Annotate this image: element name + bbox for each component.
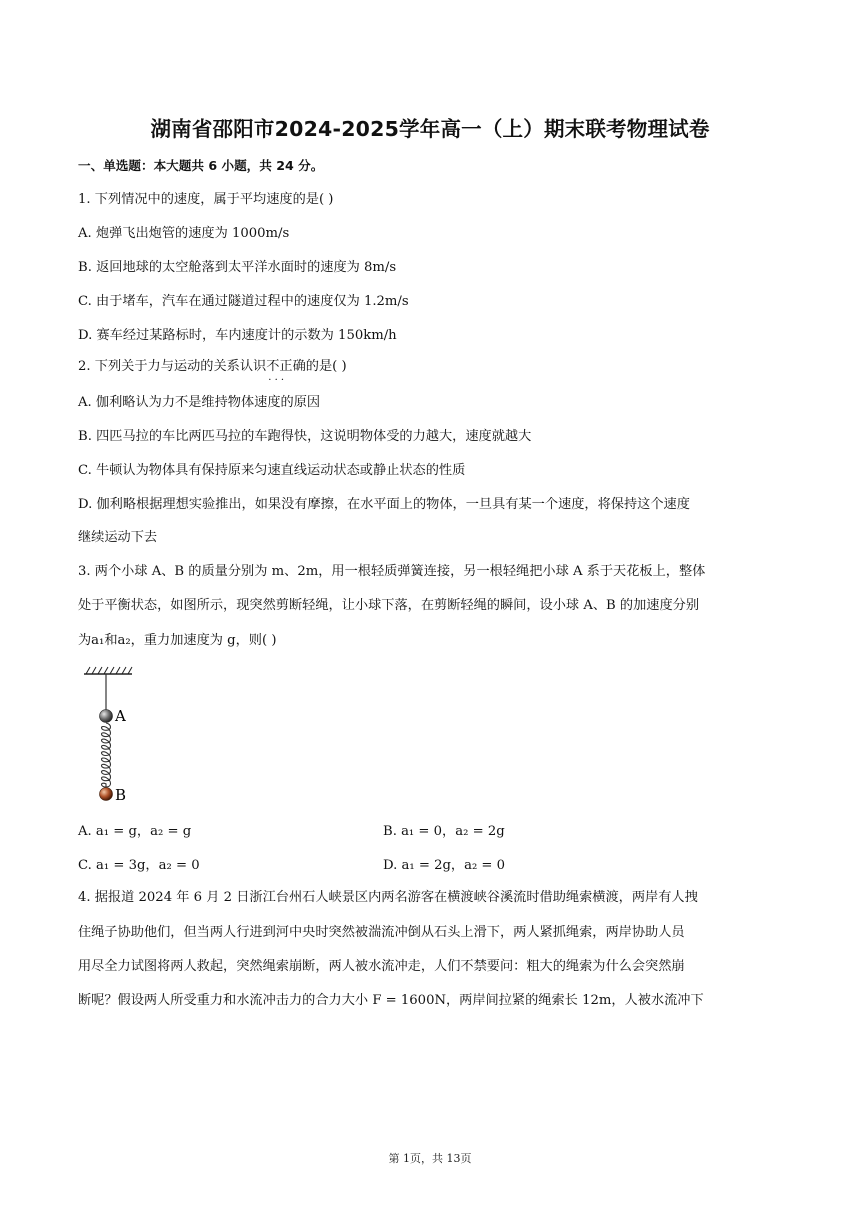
page-title: 湖南省邵阳市2024-2025学年高一（上）期末联考物理试卷 bbox=[150, 117, 710, 141]
ceiling bbox=[84, 667, 132, 674]
ball-b bbox=[100, 788, 113, 801]
q2-option-c: C. 牛顿认为物体具有保持原来匀速直线运动状态或静止状态的性质 bbox=[78, 463, 466, 478]
q1-option-c: C. 由于堵车，汽车在通过隧道过程中的速度仅为 1.2m/s bbox=[78, 294, 409, 309]
q1-option-b: B. 返回地球的太空舱落到太平洋水面时的速度为 8m/s bbox=[78, 260, 397, 275]
q1-stem: 1. 下列情况中的速度，属于平均速度的是( ) bbox=[78, 192, 334, 207]
q4-stem-line2: 住绳子协助他们，但当两人行进到河中央时突然被湍流冲倒从石头上滑下，两人紧抓绳索，两岸协助人员 bbox=[78, 925, 685, 940]
q3-option-c: C. a₁ = 3g，a₂ = 0 bbox=[78, 858, 200, 873]
spring bbox=[102, 723, 111, 787]
q3-option-a: A. a₁ = g，a₂ = g bbox=[78, 824, 192, 839]
q2-stem-suffix: 的是( ) bbox=[305, 359, 347, 374]
ball-b-label: B bbox=[115, 786, 127, 804]
q2-stem bbox=[78, 357, 347, 377]
ball-a-label: A bbox=[115, 707, 126, 725]
q2-option-d-line1: D. 伽利略根据理想实验推出，如果没有摩擦，在水平面上的物体，一旦具有某一个速度，将保持这个速度 bbox=[78, 497, 690, 512]
q2-option-b: B. 四匹马拉的车比两匹马拉的车跑得快，这说明物体受的力越大，速度就越大 bbox=[78, 429, 532, 444]
q2-option-d-line2: 继续运动下去 bbox=[78, 530, 158, 545]
spring-ball-figure bbox=[82, 666, 142, 808]
q2-stem-emphasis: 不正确 · · · bbox=[266, 359, 306, 374]
q4-stem-line4: 断呢？假设两人所受重力和水流冲击力的合力大小 F = 1600N，两岸间拉紧的绳索长 12m，人被水流冲下 bbox=[78, 993, 704, 1008]
ball-a bbox=[100, 710, 113, 723]
q4-stem-line3: 用尽全力试图将两人救起，突然绳索崩断，两人被水流冲走，人们不禁要问：粗大的绳索为什么会突然崩 bbox=[78, 959, 685, 974]
q3-option-b: B. a₁ = 0，a₂ = 2g bbox=[383, 824, 505, 839]
q2-option-a: A. 伽利略认为力不是维持物体速度的原因 bbox=[78, 395, 321, 410]
q3-option-d: D. a₁ = 2g，a₂ = 0 bbox=[383, 858, 506, 873]
q1-option-a: A. 炮弹飞出炮管的速度为 1000m/s bbox=[78, 226, 290, 241]
section-header: 一、单选题：本大题共 6 小题，共 24 分。 bbox=[78, 158, 324, 173]
q2-stem-prefix: 2. 下列关于力与运动的关系认识 bbox=[78, 359, 267, 374]
q4-stem-line1: 4. 据报道 2024 年 6 月 2 日浙江台州石人峡景区内两名游客在横渡峡谷溪流时借助绳索横渡，两岸有人拽 bbox=[78, 890, 698, 905]
q3-stem-line1: 3. 两个小球 A、B 的质量分别为 m、2m，用一根轻质弹簧连接，另一根轻绳把小球 A 系于天花板上，整体 bbox=[78, 564, 706, 579]
page-footer: 第 1页，共 13页 bbox=[388, 1152, 472, 1165]
q1-option-d: D. 赛车经过某路标时，车内速度计的示数为 150km/h bbox=[78, 328, 397, 343]
q3-stem-line3: 为a₁和a₂，重力加速度为 g，则( ) bbox=[78, 633, 277, 648]
q3-stem-line2: 处于平衡状态，如图所示，现突然剪断轻绳，让小球下落，在剪断轻绳的瞬间，设小球 A、B 的加速度分别 bbox=[78, 598, 700, 613]
